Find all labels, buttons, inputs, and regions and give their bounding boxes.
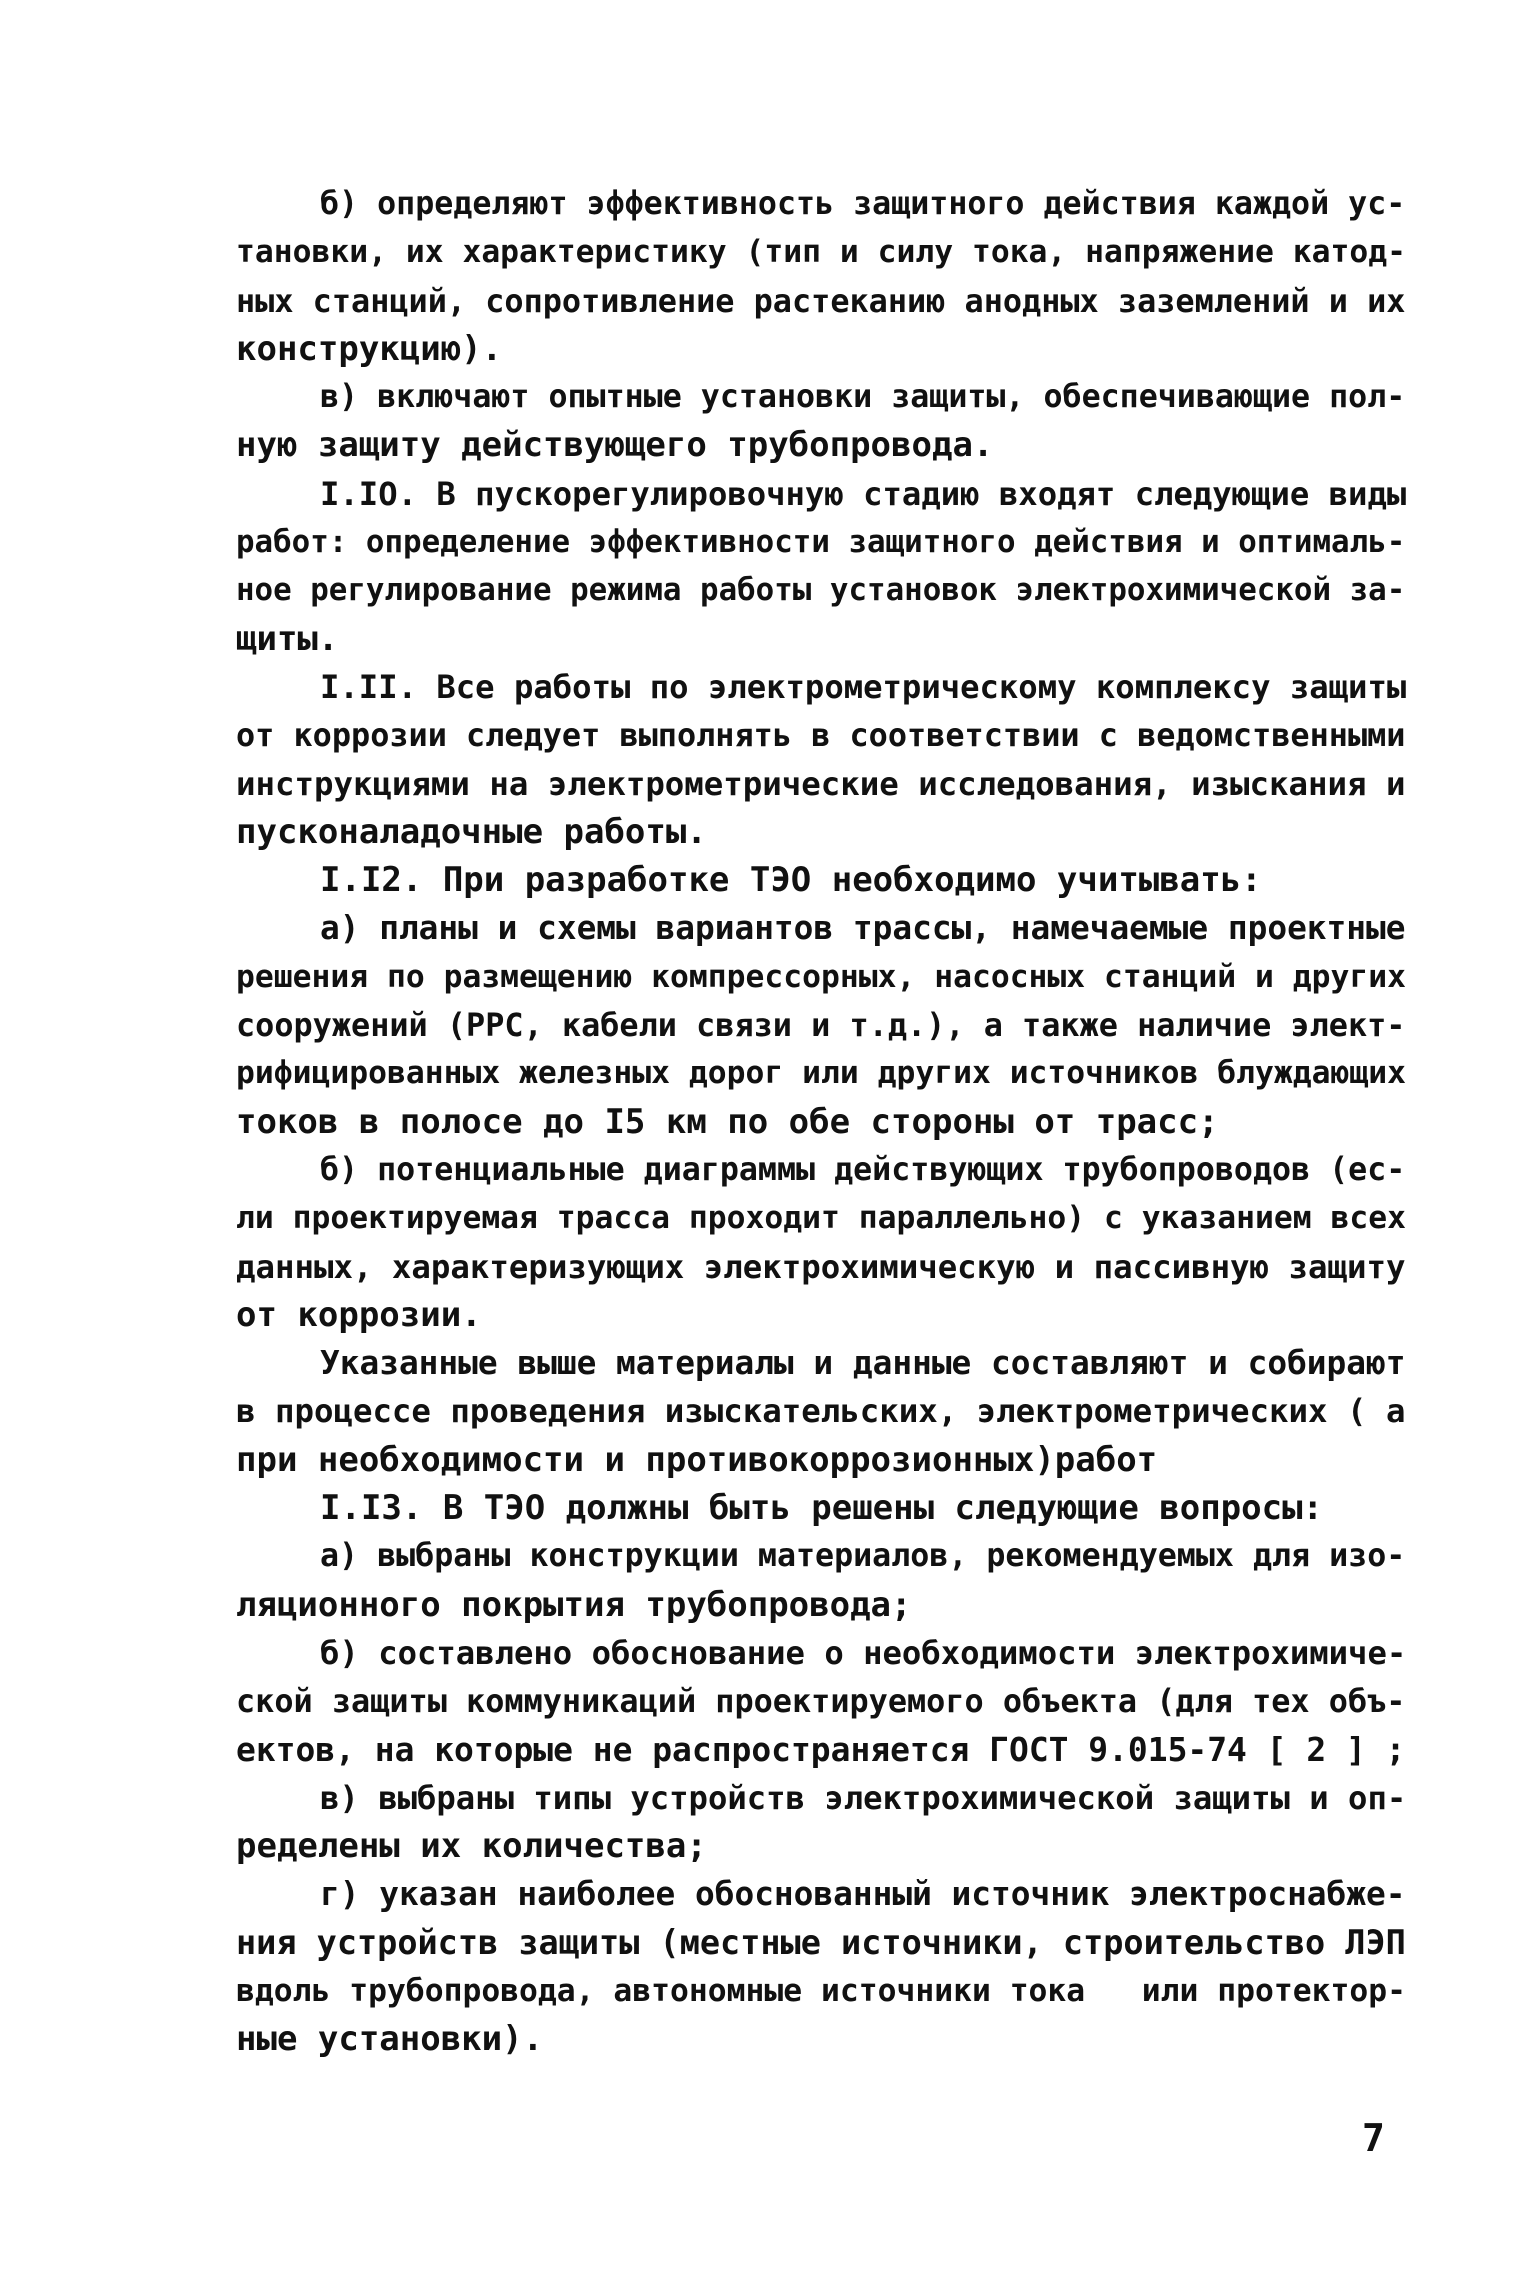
- text-line: при необходимости и противокоррозионных)работ: [236, 1439, 1158, 1480]
- text-line: ли проектируемая трасса проходит параллельно) с указанием всех: [236, 1200, 1406, 1237]
- text-line: конструкцию).: [236, 328, 503, 369]
- text-line: щиты.: [236, 618, 339, 659]
- text-line: тановки, их характеристику (тип и силу тока, напряжение катод-: [236, 234, 1406, 271]
- text-line: а) планы и схемы вариантов трассы, намечаемые проектные: [320, 909, 1406, 948]
- text-line: а) выбраны конструкции материалов, рекомендуемых для изо-: [320, 1538, 1406, 1575]
- document-body: [236, 180, 1406, 2064]
- text-line: ляционного покрытия трубопровода;: [236, 1584, 912, 1625]
- text-line: в) выбраны типы устройств электрохимической защиты и оп-: [320, 1778, 1407, 1817]
- text-line: I.I2. При разработке ТЭО необходимо учитывать:: [320, 860, 1262, 901]
- text-line: сооружений (РРС, кабели связи и т.д.), а также наличие элект-: [236, 1006, 1406, 1045]
- text-line: рифицированных железных дорог или других источников блуждающих: [236, 1055, 1406, 1092]
- text-line: б) определяют эффективность защитного действия каждой ус-: [320, 186, 1406, 222]
- text-line: ные установки).: [236, 2019, 544, 2060]
- text-line: данных, характеризующих электрохимическую и пассивную защиту: [236, 1247, 1406, 1286]
- text-line: Указанные выше материалы и данные составляют и собирают: [320, 1344, 1406, 1383]
- text-line: I.I3. В ТЭО должны быть решены следующие вопросы:: [320, 1488, 1324, 1529]
- text-line: б) составлено обоснование о необходимости электрохимиче-: [320, 1633, 1407, 1672]
- text-line: от коррозии следует выполнять в соответствии с ведомственными: [236, 716, 1406, 755]
- text-line: ное регулирование режима работы установок электрохимической за-: [236, 572, 1406, 609]
- text-line: ектов, на которые не распространяется ГОСТ 9.015-74 [ 2 ] ;: [236, 1729, 1406, 1769]
- text-line: токов в полосе до I5 км по обе стороны от трасс;: [236, 1101, 1219, 1142]
- text-line: работ: определение эффективности защитного действия и оптималь-: [236, 524, 1406, 561]
- text-line: ния устройств защиты (местные источники, строительство ЛЭП: [236, 1922, 1406, 1962]
- text-line: от коррозии.: [236, 1294, 482, 1335]
- text-line: I.II. Все работы по электрометрическому комплексу защиты: [320, 667, 1407, 706]
- text-line: решения по размещению компрессорных, насосных станций и других: [236, 958, 1406, 995]
- text-line: ную защиту действующего трубопровода.: [236, 425, 994, 466]
- text-line: г) указан наиболее обоснованный источник электроснабже-: [320, 1875, 1406, 1914]
- text-line: ределены их количества;: [236, 1826, 707, 1867]
- text-line: инструкциями на электрометрические исследования, изыскания и: [236, 764, 1406, 803]
- text-line: I.IO. В пускорегулировочную стадию входят следующие виды: [320, 474, 1407, 513]
- text-line: ных станций, сопротивление растеканию анодных заземлений и их: [236, 281, 1406, 320]
- text-line: вдоль трубопровода, автономные источники тока или протектор-: [236, 1972, 1406, 2009]
- text-line: пусконаладочные работы.: [236, 811, 707, 852]
- text-line: ской защиты коммуникаций проектируемого объекта (для тех объ-: [236, 1682, 1406, 1721]
- page-number: 7: [1362, 2116, 1385, 2160]
- text-line: в процессе проведения изыскательских, электрометрических ( а: [236, 1392, 1406, 1431]
- text-line: б) потенциальные диаграммы действующих трубопроводов (ес-: [320, 1151, 1406, 1188]
- text-line: в) включают опытные установки защиты, обеспечивающие пол-: [320, 379, 1406, 416]
